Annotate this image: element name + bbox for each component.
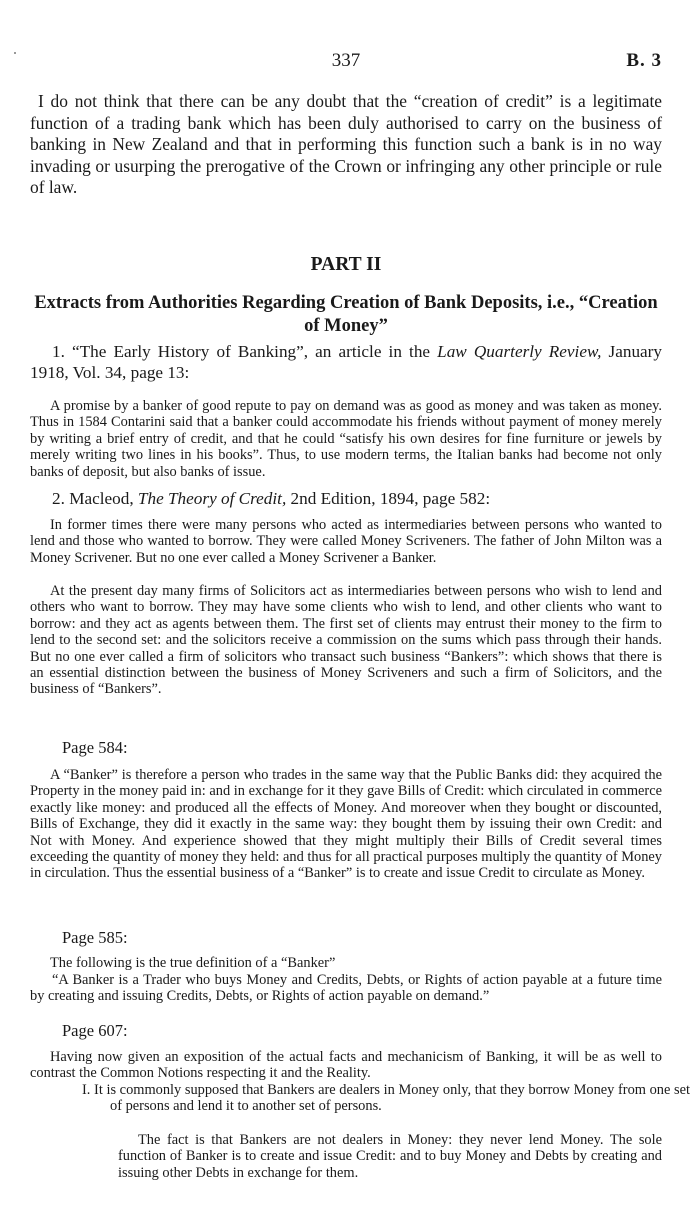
banker-definition: “A Banker is a Trader who buys Money and Credits, Debts, or Rights of action payable at a future time by creating and issuing Credits, Debts, or Rights of action payable on demand.” [30,972,662,1005]
source-citation-1-journal: Law Quarterly Review, [437,342,602,361]
page-ref-585: Page 585: [62,928,128,947]
quote-page-584: A “Banker” is therefore a person who trades in the same way that the Public Banks did: they acquired the Property in the money paid in: and in exchange for it they gave Bills of Credit: which circulated in commerce exactly like money: and produced all the effects of Money. And moreover when they bought or discounted, Bills of Exchange, they did it exactly in the same way: they bought them by issuing their own Credit: and Not with Money. And experience showed that they might multiply their Bills of Credit several times exceeding the quantity of money they held: and thus for all practical purposes multiply the quantity of Money in circulation. Thus the essential business of a “Banker” is to create and issue Credit to circulate as Money. [30,767,662,882]
section-title: Extracts from Authorities Regarding Creation of Bank Deposits, i.e., “Creation of Money” [34,293,658,336]
reality-1: The fact is that Bankers are not dealers in Money: they never lend Money. The sole function of Banker is to create and issue Credit: and to buy Money and Debts by creating and issuing other Debts in exchange for them. [118,1132,662,1181]
document-reference: B. 3 [626,50,662,71]
source-citation-1-tail: January 1918, Vol. 34, page 13: [30,342,663,382]
quote-early-history: A promise by a banker of good repute to pay on demand was as good as money and was taken as money. Thus in 1584 Contarini said that a banker could accommodate his friends without payment of money merely by writing a brief entry of credit, and that he could “satisfy his own desires for fine furniture or jewels by merely writing two lines in his books”. Thus, to use modern terms, the Italian banks had become not only banks of deposit, but also banks of issue. [30,398,662,480]
quote-money-scriveners: In former times there were many persons who acted as intermediaries between persons who wanted to lend and those who wanted to borrow. They were called Money Scriveners. The father of John Milton was a Money Scrivener. But no one ever called a Money Scrivener a Banker. [30,517,662,566]
common-notion-1: I. It is commonly supposed that Bankers are dealers in Money only, that they borrow Money from one set of persons and lend it to another set of persons. [82,1082,690,1115]
page-ref-584: Page 584: [62,738,128,757]
quote-solicitors: At the present day many firms of Solicitors act as intermediaries between persons who wish to lend and others who want to borrow. They may have some clients who wish to lend, and other clients who want to borrow: and they act as agents between them. The first set of clients may entrust their money to the firm to lend to the second set: and the solicitors receive a commission on the sums which pass through their hands. But no one ever called a firm of solicitors who transact such business “Bankers”: which shows that there is an essential distinction between the business of Money Scriveners and such a firm of Solicitors, and the business of “Bankers”. [30,583,662,698]
page-number: 337 [331,50,361,71]
part-heading: PART II [310,254,382,275]
page-ref-607: Page 607: [62,1021,128,1040]
source-citation-2-book: The Theory of Credit, [137,489,287,508]
source-citation-2 [30,488,662,509]
page-585-lead: The following is the true definition of a “Banker” [50,955,336,971]
source-citation-1-lead: 1. “The Early History of Banking”, an article in the [52,342,438,361]
source-citation-1 [30,341,662,383]
source-citation-2-lead: 2. Macleod, [52,489,138,508]
scan-mark [14,52,16,54]
intro-paragraph: I do not think that there can be any doubt that the “creation of credit” is a legitimate function of a trading bank which has been duly authorised to carry on the business of banking in New Zealand and that in performing this function such a bank is in no way invading or usurping the prerogative of the Crown or infringing any other principle or rule of law. [30,91,662,197]
source-citation-2-tail: 2nd Edition, 1894, page 582: [286,489,491,508]
page-header [30,50,662,74]
page-607-lead: Having now given an exposition of the actual facts and mechanicism of Banking, it will be as well to contrast the Common Notions respecting it and the Reality. [30,1049,662,1082]
